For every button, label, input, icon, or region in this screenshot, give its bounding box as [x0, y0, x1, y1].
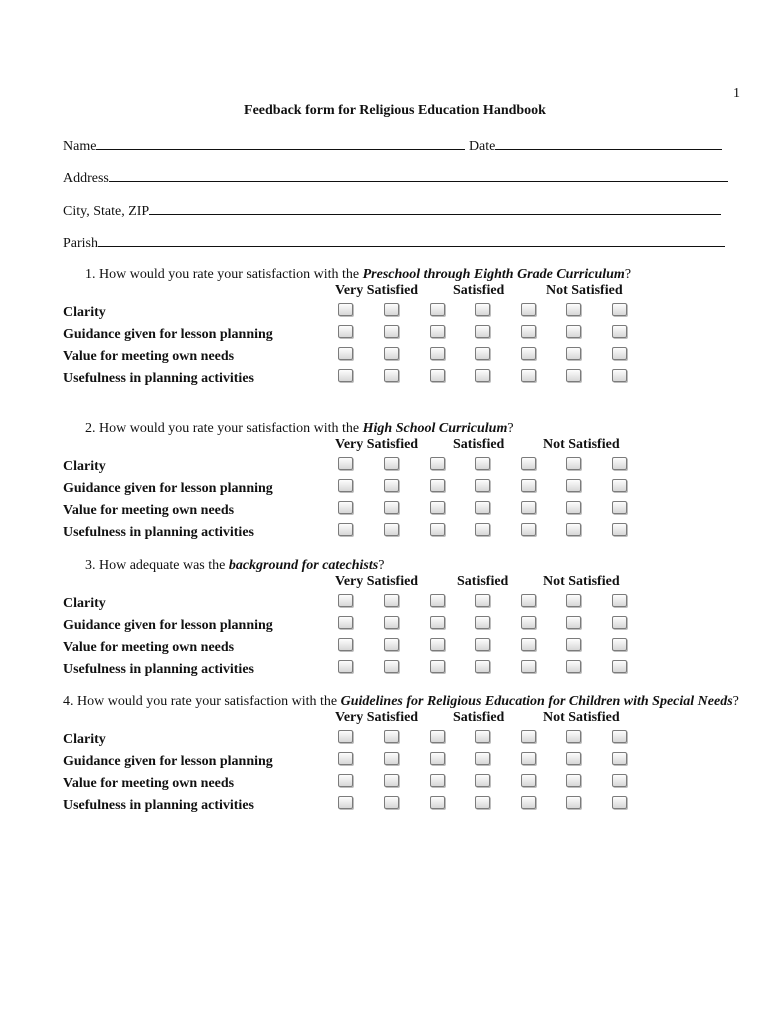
- rating-checkbox-3[interactable]: [430, 325, 445, 338]
- rating-row: [63, 301, 743, 323]
- criterion-label: Value for meeting own needs: [63, 503, 235, 518]
- rating-checkbox-4[interactable]: [475, 523, 490, 536]
- rating-checkbox-4[interactable]: [475, 347, 490, 360]
- rating-row: [63, 455, 743, 477]
- rating-row: [63, 521, 743, 543]
- parish-label: Parish: [63, 236, 98, 251]
- rating-row: [63, 592, 743, 614]
- rating-checkbox-2[interactable]: [384, 325, 399, 338]
- rating-checkbox-2[interactable]: [384, 457, 399, 470]
- rating-checkbox-3[interactable]: [430, 774, 445, 787]
- rating-checkbox-5[interactable]: [521, 369, 536, 382]
- rating-checkbox-5[interactable]: [521, 752, 536, 765]
- rating-checkbox-1[interactable]: [338, 347, 353, 360]
- rating-row: [63, 367, 743, 389]
- rating-checkbox-2[interactable]: [384, 523, 399, 536]
- rating-checkbox-5[interactable]: [521, 457, 536, 470]
- rating-checkbox-2[interactable]: [384, 730, 399, 743]
- rating-row: [63, 636, 743, 658]
- rating-row: [63, 772, 743, 794]
- criterion-label: Usefulness in planning activities: [63, 525, 254, 540]
- rating-checkbox-3[interactable]: [430, 638, 445, 651]
- scale-not-satisfied: Not Satisfied: [546, 283, 623, 298]
- rating-checkbox-2[interactable]: [384, 752, 399, 765]
- name-date-row: [63, 136, 722, 155]
- rating-checkbox-7[interactable]: [612, 638, 627, 651]
- question-text-lead: 4. How would you rate your satisfaction with the: [63, 694, 341, 709]
- rating-checkbox-7[interactable]: [612, 325, 627, 338]
- rating-checkbox-5[interactable]: [521, 501, 536, 514]
- scale-satisfied: Satisfied: [453, 710, 505, 725]
- rating-checkbox-6[interactable]: [566, 303, 581, 316]
- question-text: [63, 266, 743, 283]
- rating-checkbox-6[interactable]: [566, 616, 581, 629]
- question-subject: Guidelines for Religious Education for Children with Special Needs: [340, 694, 733, 709]
- rating-row: [63, 345, 743, 367]
- rating-checkbox-6[interactable]: [566, 347, 581, 360]
- rating-checkbox-5[interactable]: [521, 523, 536, 536]
- question-subject: background for catechists: [228, 558, 379, 573]
- rating-checkbox-3[interactable]: [430, 347, 445, 360]
- rating-row: [63, 750, 743, 772]
- rating-checkbox-5[interactable]: [521, 638, 536, 651]
- criterion-label: Clarity: [63, 732, 106, 747]
- criterion-label: Clarity: [63, 596, 106, 611]
- rating-checkbox-5[interactable]: [521, 347, 536, 360]
- rating-row: [63, 658, 743, 680]
- rating-checkbox-5[interactable]: [521, 325, 536, 338]
- question-mark: ?: [624, 267, 632, 282]
- question-text: [63, 693, 743, 710]
- question-subject: High School Curriculum: [362, 421, 508, 436]
- rating-checkbox-2[interactable]: [384, 594, 399, 607]
- form-title: Feedback form for Religious Education Handbook: [244, 103, 546, 118]
- rating-checkbox-7[interactable]: [612, 523, 627, 536]
- date-field[interactable]: [495, 136, 722, 150]
- rating-checkbox-6[interactable]: [566, 501, 581, 514]
- rating-checkbox-4[interactable]: [475, 479, 490, 492]
- city-row: [63, 201, 721, 220]
- rating-checkbox-4[interactable]: [475, 325, 490, 338]
- criterion-label: Usefulness in planning activities: [63, 798, 254, 813]
- rating-checkbox-7[interactable]: [612, 347, 627, 360]
- question-text-lead: 2. How would you rate your satisfaction with the: [85, 421, 363, 436]
- rating-checkbox-1[interactable]: [338, 501, 353, 514]
- rating-checkbox-7[interactable]: [612, 594, 627, 607]
- criterion-label: Guidance given for lesson planning: [63, 481, 273, 496]
- question-1: [63, 266, 743, 389]
- rating-checkbox-6[interactable]: [566, 730, 581, 743]
- rating-checkbox-7[interactable]: [612, 457, 627, 470]
- rating-row: [63, 728, 743, 750]
- rating-checkbox-4[interactable]: [475, 660, 490, 673]
- rating-checkbox-4[interactable]: [475, 369, 490, 382]
- rating-checkbox-4[interactable]: [475, 457, 490, 470]
- rating-checkbox-3[interactable]: [430, 752, 445, 765]
- rating-checkbox-1[interactable]: [338, 594, 353, 607]
- rating-checkbox-6[interactable]: [566, 752, 581, 765]
- rating-checkbox-3[interactable]: [430, 616, 445, 629]
- scale-very-satisfied: Very Satisfied: [335, 437, 419, 452]
- date-label: Date: [468, 139, 496, 154]
- rating-checkbox-3[interactable]: [430, 660, 445, 673]
- criterion-label: Guidance given for lesson planning: [63, 327, 273, 342]
- rating-checkbox-2[interactable]: [384, 796, 399, 809]
- rating-checkbox-1[interactable]: [338, 325, 353, 338]
- scale-not-satisfied: Not Satisfied: [543, 437, 620, 452]
- scale-very-satisfied: Very Satisfied: [335, 283, 419, 298]
- scale-satisfied: Satisfied: [457, 574, 509, 589]
- rating-checkbox-6[interactable]: [566, 774, 581, 787]
- question-text-lead: 1. How would you rate your satisfaction with the: [85, 267, 363, 282]
- question-text-lead: 3. How adequate was the: [85, 558, 229, 573]
- rating-checkbox-4[interactable]: [475, 752, 490, 765]
- rating-checkbox-3[interactable]: [430, 457, 445, 470]
- rating-checkbox-4[interactable]: [475, 796, 490, 809]
- rating-checkbox-3[interactable]: [430, 303, 445, 316]
- rating-checkbox-1[interactable]: [338, 457, 353, 470]
- rating-checkbox-3[interactable]: [430, 479, 445, 492]
- rating-checkbox-2[interactable]: [384, 369, 399, 382]
- rating-checkbox-1[interactable]: [338, 660, 353, 673]
- rating-row: [63, 794, 743, 816]
- rating-checkbox-2[interactable]: [384, 347, 399, 360]
- rating-checkbox-7[interactable]: [612, 796, 627, 809]
- rating-checkbox-3[interactable]: [430, 796, 445, 809]
- scale-header: [63, 283, 743, 301]
- rating-checkbox-4[interactable]: [475, 303, 490, 316]
- name-field[interactable]: [96, 136, 465, 150]
- rating-checkbox-7[interactable]: [612, 479, 627, 492]
- rating-checkbox-7[interactable]: [612, 730, 627, 743]
- rating-checkbox-2[interactable]: [384, 774, 399, 787]
- address-label: Address: [63, 171, 109, 186]
- address-field[interactable]: [109, 168, 728, 182]
- name-label: Name: [63, 139, 97, 154]
- criterion-label: Value for meeting own needs: [63, 349, 235, 364]
- rating-checkbox-7[interactable]: [612, 660, 627, 673]
- question-text: [63, 557, 743, 574]
- rating-checkbox-4[interactable]: [475, 730, 490, 743]
- rating-checkbox-6[interactable]: [566, 594, 581, 607]
- city-field[interactable]: [149, 201, 721, 215]
- question-subject: Preschool through Eighth Grade Curriculum: [362, 267, 625, 282]
- scale-very-satisfied: Very Satisfied: [335, 710, 419, 725]
- rating-checkbox-2[interactable]: [384, 660, 399, 673]
- rating-checkbox-3[interactable]: [430, 594, 445, 607]
- rating-checkbox-6[interactable]: [566, 369, 581, 382]
- rating-checkbox-5[interactable]: [521, 616, 536, 629]
- rating-checkbox-1[interactable]: [338, 479, 353, 492]
- rating-checkbox-1[interactable]: [338, 303, 353, 316]
- rating-checkbox-3[interactable]: [430, 730, 445, 743]
- rating-checkbox-5[interactable]: [521, 479, 536, 492]
- rating-checkbox-6[interactable]: [566, 638, 581, 651]
- rating-checkbox-4[interactable]: [475, 501, 490, 514]
- rating-checkbox-1[interactable]: [338, 369, 353, 382]
- rating-checkbox-1[interactable]: [338, 523, 353, 536]
- scale-not-satisfied: Not Satisfied: [543, 710, 620, 725]
- rating-checkbox-6[interactable]: [566, 457, 581, 470]
- scale-header: [63, 710, 743, 728]
- rating-checkbox-6[interactable]: [566, 325, 581, 338]
- rating-checkbox-6[interactable]: [566, 660, 581, 673]
- criterion-label: Clarity: [63, 459, 106, 474]
- question-4: [63, 693, 743, 816]
- scale-header: [63, 574, 743, 592]
- question-mark: ?: [378, 558, 385, 573]
- criterion-label: Guidance given for lesson planning: [63, 754, 273, 769]
- rating-checkbox-3[interactable]: [430, 501, 445, 514]
- rating-checkbox-1[interactable]: [338, 616, 353, 629]
- scale-header: [63, 437, 743, 455]
- scale-satisfied: Satisfied: [453, 437, 505, 452]
- parish-field[interactable]: [98, 233, 725, 247]
- rating-checkbox-7[interactable]: [612, 501, 627, 514]
- rating-row: [63, 499, 743, 521]
- rating-row: [63, 323, 743, 345]
- scale-satisfied: Satisfied: [453, 283, 505, 298]
- scale-not-satisfied: Not Satisfied: [543, 574, 620, 589]
- address-row: [63, 168, 728, 187]
- criterion-label: Usefulness in planning activities: [63, 662, 254, 677]
- rating-checkbox-2[interactable]: [384, 616, 399, 629]
- rating-checkbox-7[interactable]: [612, 616, 627, 629]
- rating-checkbox-5[interactable]: [521, 796, 536, 809]
- page-number: 1: [733, 86, 740, 101]
- city-label: City, State, ZIP: [63, 204, 150, 219]
- scale-very-satisfied: Very Satisfied: [335, 574, 419, 589]
- rating-checkbox-5[interactable]: [521, 303, 536, 316]
- rating-row: [63, 477, 743, 499]
- rating-checkbox-2[interactable]: [384, 479, 399, 492]
- rating-checkbox-1[interactable]: [338, 730, 353, 743]
- rating-checkbox-6[interactable]: [566, 796, 581, 809]
- rating-checkbox-4[interactable]: [475, 774, 490, 787]
- rating-checkbox-7[interactable]: [612, 369, 627, 382]
- rating-row: [63, 614, 743, 636]
- question-2: [63, 420, 743, 543]
- criterion-label: Usefulness in planning activities: [63, 371, 254, 386]
- question-3: [63, 557, 743, 680]
- criterion-label: Guidance given for lesson planning: [63, 618, 273, 633]
- rating-checkbox-2[interactable]: [384, 638, 399, 651]
- rating-checkbox-2[interactable]: [384, 303, 399, 316]
- rating-checkbox-2[interactable]: [384, 501, 399, 514]
- parish-row: [63, 233, 725, 252]
- rating-checkbox-4[interactable]: [475, 638, 490, 651]
- criterion-label: Clarity: [63, 305, 106, 320]
- rating-checkbox-1[interactable]: [338, 774, 353, 787]
- rating-checkbox-5[interactable]: [521, 774, 536, 787]
- question-mark: ?: [732, 694, 739, 709]
- rating-checkbox-1[interactable]: [338, 796, 353, 809]
- rating-checkbox-5[interactable]: [521, 660, 536, 673]
- rating-checkbox-1[interactable]: [338, 752, 353, 765]
- rating-checkbox-4[interactable]: [475, 594, 490, 607]
- rating-checkbox-7[interactable]: [612, 774, 627, 787]
- rating-checkbox-3[interactable]: [430, 369, 445, 382]
- question-mark: ?: [507, 421, 514, 436]
- rating-checkbox-4[interactable]: [475, 616, 490, 629]
- rating-checkbox-3[interactable]: [430, 523, 445, 536]
- question-text: [63, 420, 743, 437]
- rating-checkbox-5[interactable]: [521, 594, 536, 607]
- rating-checkbox-5[interactable]: [521, 730, 536, 743]
- rating-checkbox-1[interactable]: [338, 638, 353, 651]
- rating-checkbox-7[interactable]: [612, 303, 627, 316]
- criterion-label: Value for meeting own needs: [63, 640, 235, 655]
- criterion-label: Value for meeting own needs: [63, 776, 235, 791]
- rating-checkbox-6[interactable]: [566, 479, 581, 492]
- rating-checkbox-7[interactable]: [612, 752, 627, 765]
- rating-checkbox-6[interactable]: [566, 523, 581, 536]
